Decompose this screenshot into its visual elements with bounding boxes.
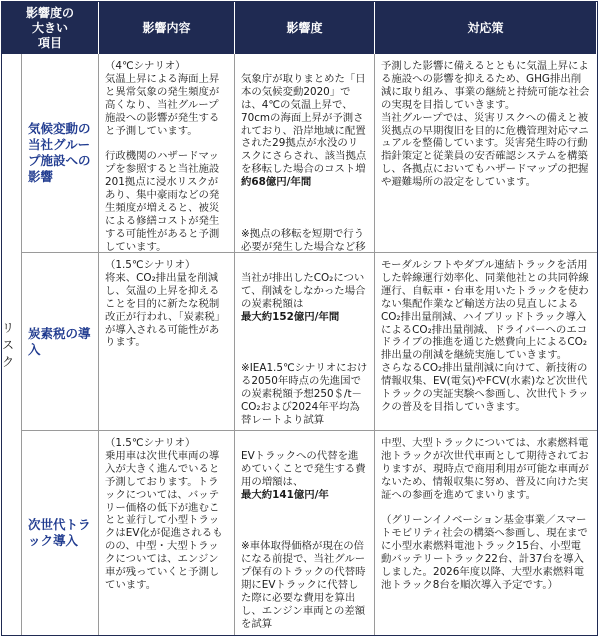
row-measure-next-gen-truck: 中型、大型トラックについては、水素燃料電池トラックが次世代車両として期待されておりますが、現時点で商用利用が可能な車両がないため、情報収集に努め、普及に向けた実証への参画を進めてまいります。 （グリーンイノベーション基金事業／スマートモビリティ社会の構築へ参画し、現在までに小型水素燃料電池トラック15台、小型電動バッテリートラック22台、計37台を導入しました。2026年度以降、大型水素燃料電池トラック8台を順次導入予定です。） — [381, 437, 589, 591]
row-impact-climate — [235, 54, 375, 253]
row-category-next-gen-truck: 次世代トラック導入 — [22, 431, 99, 635]
row-category-carbon-tax: 炭素税の導入 — [22, 253, 99, 431]
impact-value: 最大約141億円/年 — [241, 488, 329, 501]
row-content-climate: （4℃シナリオ） 気温上昇による海面上昇と異常気象の発生頻度が高くなり、当社グループ施設への影響が発生すると予測しています。 行政機関のハザードマップを参照すると当社施設201拠点に浸水リスクがあり、集中豪雨などの発生頻度が増えると、被災による修繕コストが発生する可能性があると予測しています。 — [99, 54, 235, 253]
header-impact-level: 影響度 — [235, 2, 375, 54]
impact-note: ※車体取得価格が現在の倍になる前提で、当社グループ保有のトラックの代替時期にEVトラックに代替した際に必要な費用を算出し、エンジン車両との差額を試算 — [241, 540, 366, 630]
impact-text: 当社が排出したCO₂について、削減をしなかった場合の炭素税額は — [241, 271, 366, 310]
row-measure-carbon-tax: モーダルシフトやダブル連結トラックを活用した幹線運行効率化、同業他社との共同幹線運行、自転車・台車を用いたトラックを使わない集配作業など輸送方法の見直しによるCO₂排出量削減、ハイブリッドトラック導入によるCO₂排出量削減、ドライバーへのエコドライブの推進を通じた燃費向上によるCO₂排出量の削減を継続実施していきます。 さらなるCO₂排出量削減に向けて、新技術の情報収集、EV(電気)やFCV(水素)など次世代トラックの実証実験へ参画し、次世代トラックの普及を目指していきます。 — [375, 253, 597, 431]
impact-note: ※拠点の移転を短期で行う必要が発生した場合など移 — [241, 227, 366, 253]
impact-value: 約68億円/年間 — [241, 176, 312, 189]
impact-note: ※IEA1.5℃シナリオにおける2050年時点の先進国での炭素税額予想250＄/t－CO₂および2024年平均為替レートより試算 — [241, 362, 368, 426]
row-measure-climate: 予測した影響に備えるとともに気温上昇による施設への影響を抑えるため、GHG排出削減に取り組み、事業の継続と持続可能な社会の実現を目指していきます。 当社グループでは、災害リスクへの備えと被災拠点の早期復旧を目的に危機管理対応マニュアルを整備しています。災害発生時の行動指針策定と従業員の安否確認システムを構築し、各拠点においてもハザードマップの把握や避難場所の設定をしています。 — [375, 54, 597, 253]
risk-label: リスク — [2, 54, 22, 635]
header-item: 影響度の 大きい 項目 — [2, 2, 99, 54]
impact-value: 最大約152億円/年間 — [241, 310, 340, 323]
header-countermeasure: 対応策 — [375, 2, 597, 54]
row-impact-carbon-tax — [235, 253, 375, 431]
row-impact-next-gen-truck — [235, 431, 375, 635]
row-content-carbon-tax: （1.5℃シナリオ） 将来、CO₂排出量を削減し、気温の上昇を抑えることを目的に新たな税制改正が行われ、「炭素税」が導入される可能性があります。 — [99, 253, 235, 431]
risk-table — [1, 1, 598, 636]
row-content-next-gen-truck: （1.5℃シナリオ） 乗用車は次世代車両の導入が大きく進んでいると予測しております。トラックについては、バッテリー価格の低下が進むことと並行して小型トラックはEV化が促進されるものの、中型・大型トラックについては、エンジン車が残っていくと予測しています。 — [99, 431, 235, 635]
row-category-climate: 気候変動の当社グループ施設への影響 — [22, 54, 99, 253]
impact-text: 気象庁が取りまとめた「日本の気候変動2020」では、4℃の気温上昇で、70cmの海面上昇が予測されており、沿岸地域に配置された29拠点が水没のリスクにさらされ、該当拠点を移転した場合のコスト増 — [241, 72, 367, 176]
header-impact-content: 影響内容 — [99, 2, 235, 54]
impact-text: EVトラックへの代替を進めていくことで発生する費用の増額は、 — [241, 449, 366, 488]
